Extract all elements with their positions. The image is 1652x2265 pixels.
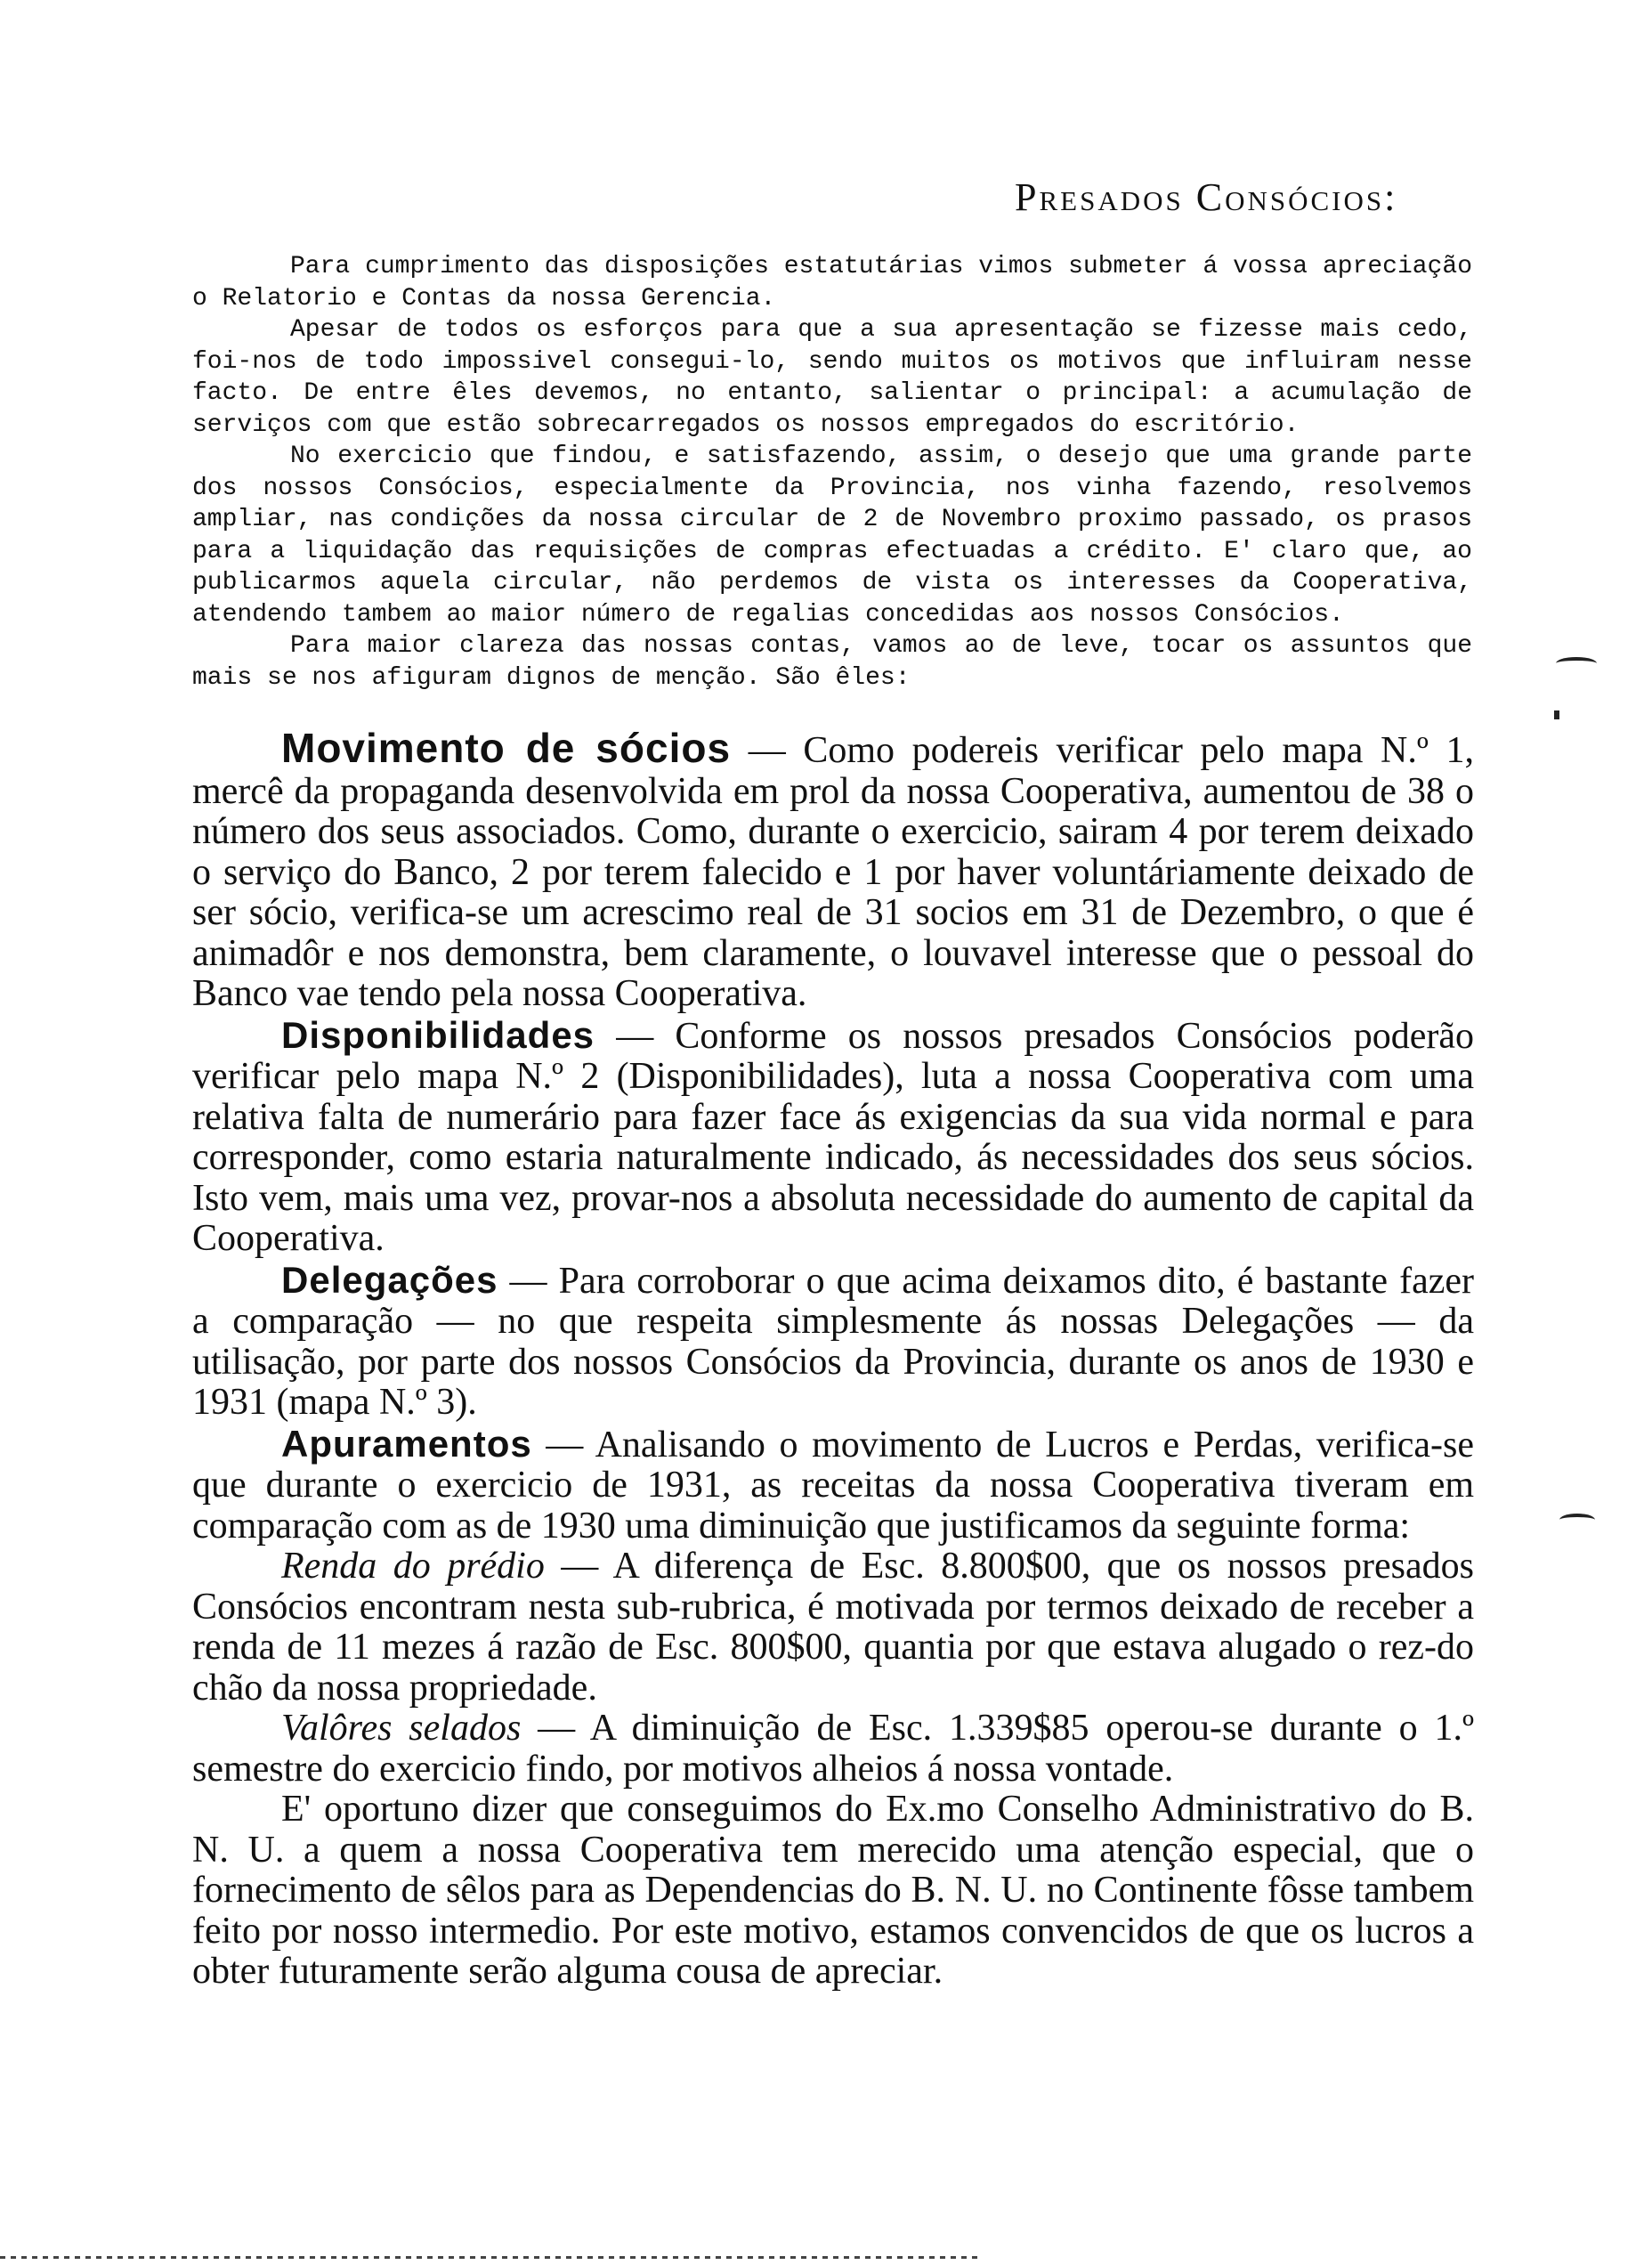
subsection-valores	[192, 1709, 1474, 1790]
section-delegacoes	[192, 1260, 1474, 1424]
section-text: — Conforme os nossos presados Consócios poderão verificar pelo mapa N.º 2 (Disponibilidades), luta a nossa Cooperativa com uma relativa falta de numerário para fazer face ás exigencias da sua vida normal e para corresponder, como estaria naturalmente indicado, ás necessidades dos seus sócios. Isto vem, mais uma vez, provar-nos a absoluta necessidade do aumento de capital da Cooperativa.	[192, 1015, 1474, 1259]
scan-mark	[1554, 710, 1559, 719]
section-text: — Como podereis verificar pelo mapa N.º 1, mercê da propaganda desenvolvida em prol da nossa Cooperativa, aumentou de 38 o número dos seus associados. Como, durante o exercicio, sairam 4 por terem deixado o serviço do Banco, 2 por terem falecido e 1 por haver voluntáriamente deixado de ser sócio, verifica-se um acrescimo real de 31 socios em 31 de Dezembro, o que é animadôr e nos demonstra, bem claramente, o louvavel interesse que o pessoal do Banco vae tendo pela nossa Cooperativa.	[192, 730, 1475, 1014]
subsection-renda	[192, 1547, 1474, 1709]
section-heading: Movimento de sócios	[281, 725, 732, 771]
subsection-heading: Renda do prédio	[281, 1546, 545, 1587]
section-heading: Apuramentos	[281, 1422, 532, 1465]
report-body	[192, 725, 1475, 1993]
subsection-text: — A diferença de Esc. 8.800$00, que os nossos presados Consócios encontram nesta sub-rubrica, é motivada por termos deixado de receber a renda de 11 mezes á razão de Esc. 800$00, quantia por que estava alugado o rez-do chão da nossa propriedade.	[192, 1546, 1475, 1709]
subsection-text: — A diminuição de Esc. 1.339$85 operou-se durante o 1.º semestre do exercicio findo, por motivos alheios á nossa vontade.	[192, 1708, 1474, 1790]
intro-section	[192, 251, 1472, 694]
section-heading: Delegações	[281, 1258, 498, 1301]
section-text: — Para corroborar o que acima deixamos dito, é bastante fazer a comparação — no que respeita simplesmente ás nossas Delegações — da utilisação, por parte dos nossos Consócios da Provincia, durante os anos de 1930 e 1931 (mapa N.º 3).	[192, 1260, 1474, 1423]
section-movimento	[192, 725, 1475, 1015]
scan-mark	[1556, 657, 1597, 670]
intro-paragraph-1: Para cumprimento das disposições estatutárias vimos submeter á vossa apreciação o Relatorio e Contas da nossa Gerencia.	[192, 253, 1472, 313]
intro-paragraph-3: No exercicio que findou, e satisfazendo, assim, o desejo que uma grande parte dos nossos Consócios, especialmente da Provincia, nos vinha fazendo, resolvemos ampliar, nas condições da nossa circular de 2 de Novembro proximo passado, os prasos para a liquidação das requisições de compras efectuadas a crédito. E' claro que, ao publicarmos aquela circular, não perdemos de vista os interesses da Cooperativa, atendendo tambem ao maior número de regalias concedidas aos nossos Consócios.	[192, 442, 1472, 629]
salutation: Presados Consócios:	[1015, 175, 1398, 219]
footer-rule	[0, 2256, 979, 2259]
paragraph-oportuno: E' oportuno dizer que conseguimos do Ex.mo Conselho Administrativo do B. N. U. a quem a nossa Cooperativa tem merecido uma atenção especial, que o fornecimento de sêlos para as Dependencias do B. N. U. no Continente fôsse tambem feito por nosso intermedio. Por este motivo, estamos convencidos de que os lucros a obter futuramente serão alguma cousa de apreciar.	[192, 1789, 1474, 1992]
section-heading: Disponibilidades	[281, 1013, 595, 1056]
subsection-heading: Valôres selados	[281, 1708, 522, 1749]
intro-paragraph-4: Para maior clareza das nossas contas, vamos ao de leve, tocar os assuntos que mais se nos afiguram dignos de menção. São êles:	[192, 632, 1472, 692]
section-text: — Analisando o movimento de Lucros e Perdas, verifica-se que durante o exercicio de 1931, as receitas da nossa Cooperativa tiveram em comparação com as de 1930 uma diminuição que justificamos da seguinte forma:	[192, 1424, 1474, 1547]
scan-mark	[1559, 1514, 1595, 1526]
section-disponibilidades	[192, 1015, 1474, 1260]
section-apuramentos	[192, 1424, 1474, 1547]
intro-paragraph-2: Apesar de todos os esforços para que a sua apresentação se fizesse mais cedo, foi-nos de todo impossivel consegui-lo, sendo muitos os motivos que influiram nesse facto. De entre êles devemos, no entanto, salientar o principal: a acumulação de serviços com que estão sobrecarregados os nossos empregados do escritório.	[192, 316, 1472, 439]
